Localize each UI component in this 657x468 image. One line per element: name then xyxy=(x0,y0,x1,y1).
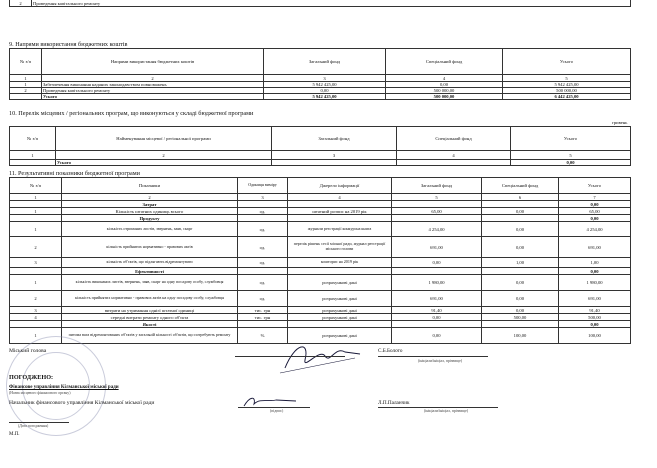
table-cell: Усього xyxy=(56,160,272,166)
table-cell: 4 254,00 xyxy=(559,222,631,237)
section-9-table xyxy=(9,48,631,100)
table-cell: Усього xyxy=(42,94,264,100)
table-cell: 4 254,00 xyxy=(392,222,482,237)
table-cell: 2 xyxy=(10,237,62,258)
group-row xyxy=(10,321,631,328)
table-cell: кількість отриманих листів, звернень, заяв, скарг xyxy=(62,222,238,237)
fin-dept-caption: (Назва місцевого фінансового органу) xyxy=(9,391,71,395)
table-cell: 0,00 xyxy=(482,307,559,314)
group-label: Затрат xyxy=(62,201,238,208)
header-cell: Спеціальний фонд xyxy=(482,178,559,194)
table-row xyxy=(10,208,631,215)
mp-label: М.П. xyxy=(9,432,20,437)
table-cell: од. xyxy=(238,208,288,215)
table-cell: кошторис на 2019 рік xyxy=(288,258,392,268)
table-cell: 500 000,00 xyxy=(386,88,503,94)
table-cell xyxy=(272,160,397,166)
index-cell: 2 xyxy=(62,194,238,201)
table-cell: 1,00 xyxy=(559,258,631,268)
index-cell: 3 xyxy=(238,194,288,201)
group-row xyxy=(10,268,631,275)
table-cell: Забезпечення виконання наданих законодавством повноважень xyxy=(42,82,264,88)
table-cell: розрахункові дані xyxy=(288,314,392,321)
table-cell: розрахункові дані xyxy=(288,307,392,314)
table-cell: розрахункові дані xyxy=(288,291,392,307)
header-cell: Джерело інформації xyxy=(288,178,392,194)
table-cell: 91,40 xyxy=(392,307,482,314)
index-cell: 1 xyxy=(10,194,62,201)
table-cell: 0,00 xyxy=(482,291,559,307)
table-cell: витрати на утримання однієї штатної одиниці xyxy=(62,307,238,314)
table-row xyxy=(10,222,631,237)
group-label: Продукту xyxy=(62,215,238,222)
index-cell: 5 xyxy=(511,151,631,160)
table-cell: 91,40 xyxy=(559,307,631,314)
total-row xyxy=(10,160,631,166)
table-cell: штатний розпис на 2019 рік xyxy=(288,208,392,215)
header-cell: Усього xyxy=(511,127,631,151)
table-row xyxy=(10,314,631,321)
table-cell: 5 942 425,00 xyxy=(264,94,386,100)
group-label: Якості xyxy=(62,321,238,328)
total-row xyxy=(10,94,631,100)
table-cell: 6 442 425,00 xyxy=(503,94,631,100)
table-row xyxy=(10,237,631,258)
table-cell: од. xyxy=(238,275,288,291)
fin-head-title: Начальник фінансового управління Кілманської міської ради xyxy=(9,400,155,406)
table-cell: 1 980,00 xyxy=(392,275,482,291)
table-cell: % xyxy=(238,328,288,344)
table-cell: 0,00 xyxy=(482,237,559,258)
table-cell: 0,00 xyxy=(559,201,631,208)
table-cell: 5 942 425,00 xyxy=(503,82,631,88)
date-caption: (Дата погодження) xyxy=(18,424,49,428)
index-cell: 4 xyxy=(288,194,392,201)
head-signature xyxy=(275,338,365,378)
header-cell: Напрями використання бюджетних коштів xyxy=(42,49,264,75)
unit-label: гривень xyxy=(612,120,628,125)
index-cell: 4 xyxy=(397,151,511,160)
index-cell: 6 xyxy=(482,194,559,201)
header-cell: Загальний фонд xyxy=(272,127,397,151)
table-cell: 500 000,00 xyxy=(386,94,503,100)
section-9-title: 9. Напрями використання бюджетних коштів xyxy=(9,41,128,48)
date-line xyxy=(9,422,69,423)
header-cell: Показники xyxy=(62,178,238,194)
table-row xyxy=(10,275,631,291)
head-signature-line xyxy=(235,356,345,357)
table-cell xyxy=(397,160,511,166)
head-caption: (ініціали/ініціал, прізвище) xyxy=(418,359,463,363)
table-cell: 691,00 xyxy=(392,237,482,258)
table-cell: кількість прийнятих нормативно - правових актів xyxy=(62,237,238,258)
head-name-line xyxy=(378,356,488,357)
table-cell: кількість прийнятих нормативно - правових актів на одну посадову особу, службовця xyxy=(62,291,238,307)
table-cell: 0,00 xyxy=(392,328,482,344)
table-cell: 0,00 xyxy=(559,268,631,275)
table-cell: 691,00 xyxy=(392,291,482,307)
table-cell: 3 xyxy=(10,307,62,314)
group-row xyxy=(10,201,631,208)
table-cell: тис. грн xyxy=(238,307,288,314)
table-cell: од. xyxy=(238,258,288,268)
header-cell: Найменування місцевої / регіональної програми xyxy=(56,127,272,151)
head-name: С.Б.Болото xyxy=(378,348,403,354)
table-cell: питома вага відремонтованих об'єктів у загальній кількості об'єктів, що потребують ремонту xyxy=(62,328,238,344)
table-row xyxy=(10,307,631,314)
table-row xyxy=(10,291,631,307)
fin-head-caption: (ініціали/ініціал, прізвище) xyxy=(424,409,469,413)
table-cell: 1 xyxy=(10,328,62,344)
group-row xyxy=(10,215,631,222)
table-cell: 3 xyxy=(10,258,62,268)
table-cell: 2 xyxy=(10,0,32,7)
table-cell: 1 xyxy=(10,222,62,237)
table-cell: 0,00 xyxy=(482,222,559,237)
table-cell: 0,00 xyxy=(559,321,631,328)
header-cell: № з/п xyxy=(10,178,62,194)
index-cell: 2 xyxy=(56,151,272,160)
table-cell: 0,00 xyxy=(559,215,631,222)
table-cell: кількість виконаних листів, звернень, заяв, скарг на одну посадову особу, службовця xyxy=(62,275,238,291)
fin-head-name: Л.П.Паланчик xyxy=(378,400,410,406)
section-11-table xyxy=(9,177,631,344)
table-cell: 0,00 xyxy=(392,258,482,268)
table-cell xyxy=(10,160,56,166)
table-cell: перелік рішень сесії міської ради, журнал реєстрації міського голови xyxy=(288,237,392,258)
fin-head-name-line xyxy=(378,407,498,408)
section-10-title: 10. Перелік місцевих / регіональних програм, що виконуються у складі бюджетної програми xyxy=(9,110,254,117)
table-cell: од. xyxy=(238,237,288,258)
sign-caption: (підпис) xyxy=(270,409,284,413)
table-cell: тис. грн xyxy=(238,314,288,321)
table-cell: 691,00 xyxy=(559,291,631,307)
index-cell: 2 xyxy=(42,75,264,82)
fin-dept: Фінансове управління Кілманської міської ради xyxy=(9,385,119,390)
table-cell: 0,00 xyxy=(386,82,503,88)
table-cell: 500 000,00 xyxy=(503,88,631,94)
table-cell: од. xyxy=(238,222,288,237)
table-cell: 1 980,00 xyxy=(559,275,631,291)
table-cell: 2 xyxy=(10,291,62,307)
table-cell: 1 xyxy=(10,208,62,215)
table-cell: 100,00 xyxy=(482,328,559,344)
header-cell: Спеціальний фонд xyxy=(397,127,511,151)
header-cell: Усього xyxy=(559,178,631,194)
table-cell: 500,00 xyxy=(482,314,559,321)
table-cell: 0,00 xyxy=(264,88,386,94)
fin-head-signature-line xyxy=(238,407,310,408)
header-cell: № з/п xyxy=(10,49,42,75)
table-cell xyxy=(10,94,42,100)
top-table xyxy=(9,0,631,7)
table-cell: Проведення капітального ремонту xyxy=(32,0,631,7)
header-cell: № з/п xyxy=(10,127,56,151)
section-10-table xyxy=(9,126,631,166)
agreed-label: ПОГОДЖЕНО: xyxy=(9,374,54,381)
table-cell: розрахункові дані xyxy=(288,328,392,344)
index-cell: 5 xyxy=(503,75,631,82)
header-cell: Усього xyxy=(503,49,631,75)
index-cell: 5 xyxy=(392,194,482,201)
table-cell: 5 942 425,00 xyxy=(264,82,386,88)
table-cell: Кількість штатних одиниць всього xyxy=(62,208,238,215)
group-label: Ефективності xyxy=(62,268,238,275)
header-cell: Загальний фонд xyxy=(392,178,482,194)
table-cell: 1 xyxy=(10,275,62,291)
table-cell: 1 xyxy=(10,82,42,88)
table-cell: 1,00 xyxy=(482,258,559,268)
head-title: Міський голова xyxy=(9,348,47,354)
header-cell: Спеціальний фонд xyxy=(386,49,503,75)
table-cell: од. xyxy=(238,291,288,307)
table-cell: 65,00 xyxy=(559,208,631,215)
table-cell: 0,00 xyxy=(482,208,559,215)
index-cell: 1 xyxy=(10,151,56,160)
table-cell: 691,00 xyxy=(559,237,631,258)
table-cell: 2 xyxy=(10,88,42,94)
table-cell: 100,00 xyxy=(559,328,631,344)
table-cell: 0,00 xyxy=(511,160,631,166)
table-cell: розрахункові дані xyxy=(288,275,392,291)
index-cell: 3 xyxy=(264,75,386,82)
table-cell: 65,00 xyxy=(392,208,482,215)
table-cell: середні витрати ремонту одного об'єкта xyxy=(62,314,238,321)
header-cell: Одиниця виміру xyxy=(238,178,288,194)
table-cell: кількість об'єктів, що підлягають відремонтувати xyxy=(62,258,238,268)
index-cell: 7 xyxy=(559,194,631,201)
index-cell: 1 xyxy=(10,75,42,82)
table-cell: 0,00 xyxy=(482,275,559,291)
section-11-title: 11. Результативні показники бюджетної програми xyxy=(9,170,140,177)
table-cell: 0,00 xyxy=(392,314,482,321)
table-cell: 4 xyxy=(10,314,62,321)
table-cell: Проведення капітального ремонту xyxy=(42,88,264,94)
index-cell: 3 xyxy=(272,151,397,160)
table-cell: 500,00 xyxy=(559,314,631,321)
table-row xyxy=(10,258,631,268)
header-cell: Загальний фонд xyxy=(264,49,386,75)
table-cell: журнали реєстрації конкурсна книга xyxy=(288,222,392,237)
index-cell: 4 xyxy=(386,75,503,82)
